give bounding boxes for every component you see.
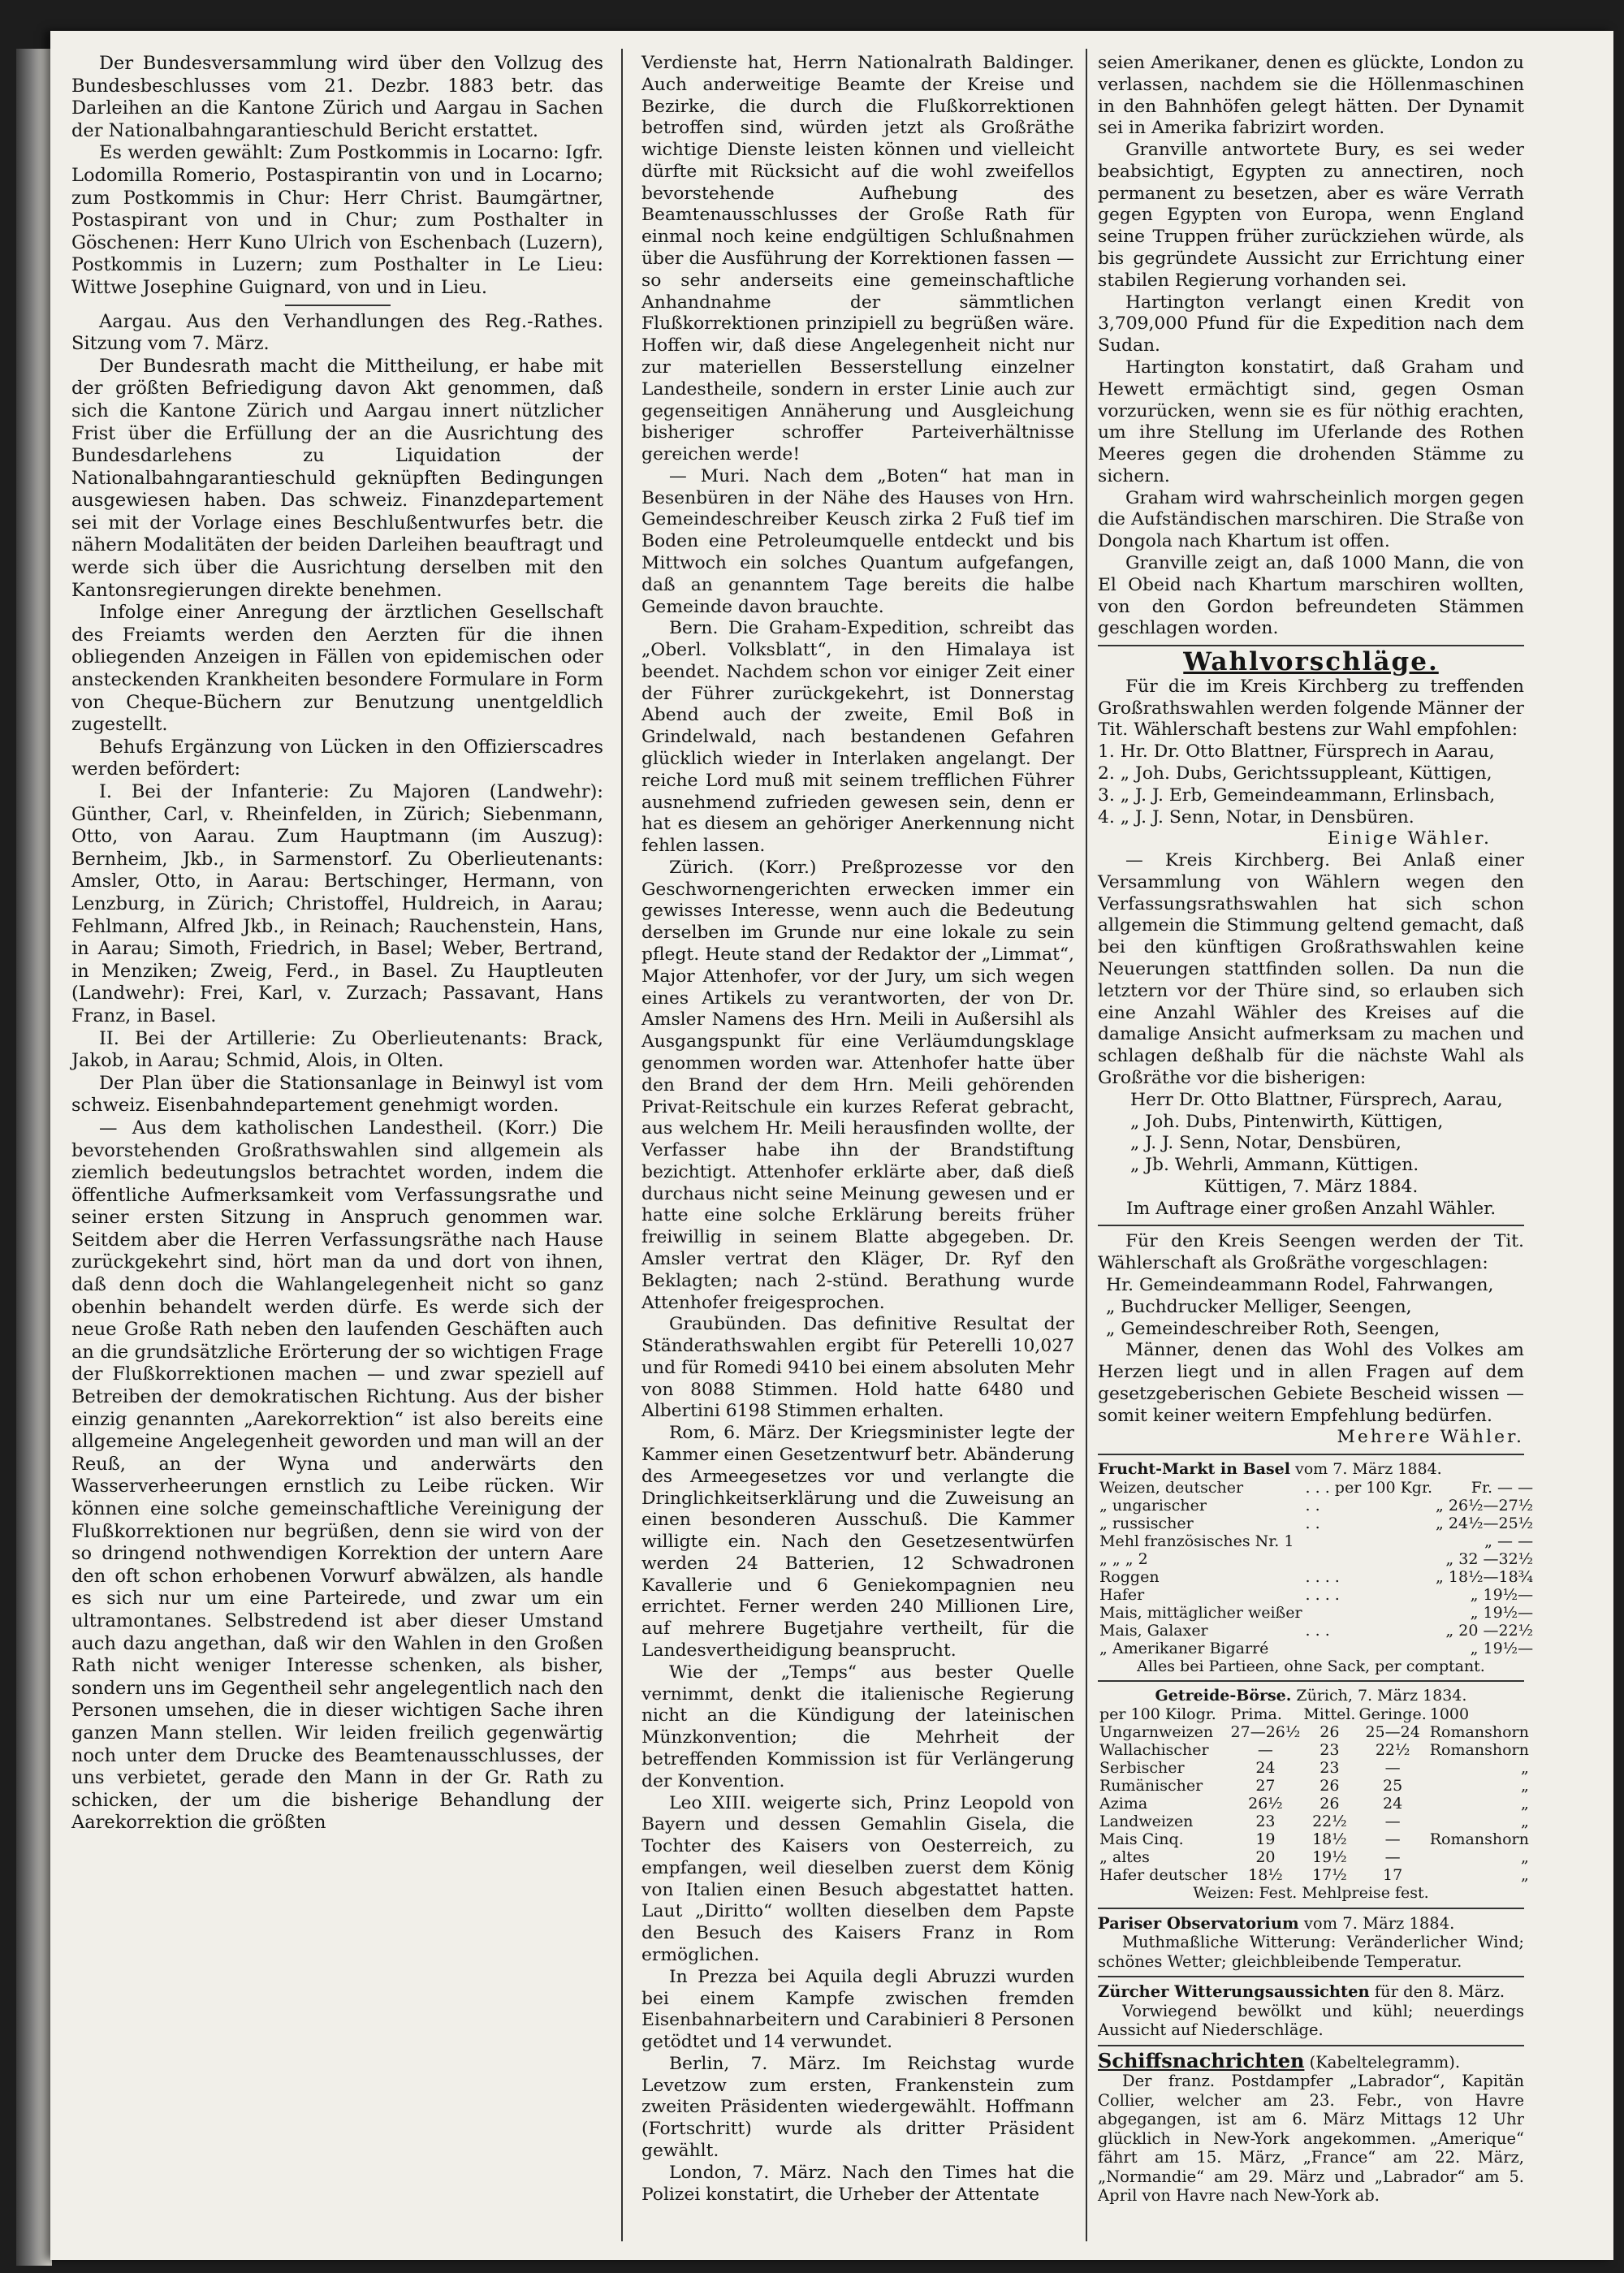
column-2 (641, 53, 1074, 2206)
table-cell: Weizen, deutscher (1099, 1478, 1244, 1497)
table-cell: 20 (1255, 1848, 1276, 1866)
zurich-exchange-date: Zürich, 7. März 1834. (1296, 1687, 1467, 1705)
table-cell: „ 19½— (1470, 1603, 1534, 1622)
table-cell: „ (1520, 1777, 1529, 1795)
table-row (1098, 1586, 1535, 1604)
zurich-exchange (1098, 1687, 1529, 1902)
article-muri: — Muri. Nach dem „Boten“ hat man in Besenbüren in der Nähe des Hauses von Hrn. Gemeindeschreiber Keusch zirka 2 Fuß tief im Boden eine Petroleumquelle entdeckt und bis Mittwoch ein solches Quantum aufgefangen, daß an genanntem Tage bereits die halbe Gemeinde davon brauchte. (641, 465, 1074, 617)
forecast-text: Vorwiegend bewölkt und kühl; neuerdings Aussicht auf Niederschläge. (1098, 2001, 1524, 2040)
table-row (1098, 1848, 1531, 1866)
observatory-title: Pariser Observatorium (1098, 1913, 1299, 1933)
table-row (1098, 1497, 1535, 1515)
table-cell: „ russischer (1099, 1514, 1194, 1532)
table-cell: „ (1520, 1813, 1529, 1830)
column-1 (71, 53, 603, 1834)
column-header: Prima. (1230, 1705, 1282, 1723)
table-row (1098, 1550, 1535, 1568)
table-row (1098, 1568, 1535, 1586)
column-header: 1000 (1429, 1705, 1470, 1723)
article-postwahlen: Es werden gewählt: Zum Postkommis in Locarno: Igfr. Lodomilla Romerio, Postaspirantin von und in Locarno; zum Postkommis in Chur: Herr Christ. Baumgärtner, Postaspirant von und in Chur; zum Posthalter in Göschenen: Herr Kuno Ulrich von Eschenbach (Luzern), Postkommis in Luzern; zum Posthalter in Le Lieu: Wittwe Josephine Guignard, von und in Lieu. (71, 142, 603, 298)
table-cell: 22½ (1312, 1813, 1347, 1830)
wahl-list-3 (1098, 1275, 1524, 1340)
table-cell: 19 (1255, 1830, 1276, 1848)
table-row (1098, 1640, 1535, 1657)
article-beinwyl: Der Plan über die Stationsanlage in Beinwyl ist vom schweiz. Eisenbahndepartement genehmigt worden. (71, 1072, 603, 1117)
article-graham: Graham wird wahrscheinlich morgen gegen die Aufständischen marschiren. Die Straße von Dongola nach Khartum ist offen. (1098, 487, 1524, 552)
article-bundesrath: Der Bundesrath macht die Mittheilung, er habe mit der größten Befriedigung davon Akt genommen, daß sich die Kantone Zürich und Aargau innert nützlicher Frist über die Erfüllung der an die Ausrichtung des Bundesdarlehens zu Liquidation der Nationalbahngarantieschuld geknüpften Bedingungen ausgewiesen haben. Das schweiz. Finanzdepartement sei mit der Vorlage eines Beschlußentwurfes betr. die nähern Modalitäten der beiden Darleihen beauftragt und werde sich über die Ausrichtung derselben mit den Kantonsregierungen direkte benehmen. (71, 355, 603, 601)
table-cell: — (1384, 1848, 1401, 1866)
column-rule-2 (1086, 49, 1087, 2241)
weather-forecast (1098, 1982, 1524, 2040)
table-header-row (1098, 1705, 1531, 1723)
table-cell: . . . . (1305, 1567, 1340, 1586)
wahl-kirchberg-intro: Für die im Kreis Kirchberg zu treffenden Großrathswahlen werden folgende Männer der Tit. Wählerschaft bestens zur Wahl empfohlen: (1098, 676, 1524, 741)
table-cell: „ (1520, 1795, 1529, 1813)
table-cell: „ 26½—27½ (1436, 1496, 1534, 1515)
table-cell: 24 (1255, 1759, 1276, 1777)
observatory-report (1098, 1914, 1524, 1972)
divider (1098, 1976, 1524, 1977)
table-cell: . . . (1305, 1621, 1330, 1640)
table-cell: — (1384, 1813, 1401, 1830)
table-row (1098, 1622, 1535, 1640)
page-edge (16, 49, 52, 2266)
table-cell: Serbischer (1099, 1759, 1185, 1777)
observatory-date: vom 7. März 1884. (1303, 1913, 1455, 1933)
article-granville: Granville antwortete Bury, es sei weder beabsichtigt, Egypten zu annectiren, noch permanent zu besetzen, aber es wäre Verrath gegen Egypten von Europa, wenn England seine Truppen früher zurückziehen würde, als bis gegründete Aussicht zur Errichtung einer stabilen Regierung vorhanden sei. (1098, 140, 1524, 291)
table-row (1098, 1813, 1531, 1830)
table-row (1098, 1741, 1531, 1759)
observatory-text: Muthmaßliche Witterung: Veränderlicher Wind; schönes Wetter; gleichbleibende Temperatur. (1098, 1933, 1524, 1971)
basel-market (1098, 1460, 1534, 1675)
article-london: London, 7. März. Nach den Times hat die Polizei konstatirt, die Urheber der Attentate (641, 2162, 1074, 2205)
article-hartington-graham: Hartington konstatirt, daß Graham und Hewett ermächtigt sind, gegen Osman vorzurücken, wenn sie es für nöthig erachten, um ihre Stellung im Uferlande des Rothen Meeres gegen die drohenden Stämme zu sichern. (1098, 357, 1524, 486)
table-cell: 18½ (1248, 1866, 1283, 1884)
article-graubuenden: Graubünden. Das definitive Resultat der Ständerathswahlen ergibt für Peterelli 10,027 und für Romedi 9410 bei einem absoluten Mehr von 8088 Stimmen. Hold hatte 6480 und Albertini 6198 Stimmen erhalten. (641, 1314, 1074, 1422)
list-item: 2. „ Joh. Dubs, Gerichtssuppleant, Küttigen, (1098, 763, 1492, 784)
column-header: per 100 Kilogr. (1099, 1705, 1216, 1723)
table-cell: Wallachischer (1099, 1741, 1209, 1759)
table-cell: . . (1305, 1514, 1320, 1532)
divider (1098, 1680, 1524, 1682)
column-rule-1 (621, 49, 623, 2241)
table-cell: 24 (1383, 1795, 1403, 1813)
table-cell (1304, 1604, 1434, 1622)
table-row (1098, 1866, 1531, 1884)
article-berlin: Berlin, 7. März. Im Reichstag wurde Levetzow zum ersten, Frankenstein zum zweiten Präsidenten wiedergewählt. Hoffmann (Fortschritt) wurde als dritter Präsident gewählt. (641, 2053, 1074, 2161)
article-landestheil: — Aus dem katholischen Landestheil. (Korr.) Die bevorstehenden Großrathswahlen sind allgemein als ziemlich bedeutungslos betrachtet worden, indem die öffentliche Aufmerksamkeit vom Verfassungsrathe und seiner ersten Sitzung in Anspruch genommen war. Seitdem aber die Herren Verfassungsräthe nach Hause zurückgekehrt sind, hört man da und dort von ihnen, daß denn doch die Wahlangelegenheit nicht so ganz obenhin behandelt werden dürfe. Es werde sich der neue Große Rath neben den laufenden Geschäften auch an die grundsätzliche Erörterung der so wichtigen Frage der Flußkorrektionen machen — und zwar speziell auf Betreiben der demokratischen Richtung. Aus der bisher einzig genannten „Aarekorrektion“ ist also bereits eine allgemeine Angelegenheit geworden und man will an der Reuß, an der Wyna und anderwärts den Wasserverheerungen ernstlich zu Leibe rücken. Wir können eine solche gemeinschaftliche Vereinigung der Flußkorrektionen nur begrüßen, denn sie wird von der so dringend nothwendigen Korrektion der untern Aare den oft schon erhobenen Vorwurf abwälzen, als handle es sich nur um eine Parteirede, und zwar um ein ultramontanes. Selbstredend ist aber dieser Umstand auch dazu angethan, daß wir den Wahlen in den Großen Rath nicht weniger Interesse schenken, als bisher, sondern uns im Gegentheil sehr angelegentlich nach den Personen umsehen, die in dieser wichtigen Sache ihren ganzen Mann stellen. Wir leiden freilich gegenwärtig noch unter dem Drucke des Beamtenausschlusses, der uns verbietet, gerade den Mann in der Gr. Rath zu schicken, der um die bisherige Behandlung der Aarekorrektion die größten (71, 1117, 603, 1834)
zurich-exchange-note: Weizen: Fest. Mehlpreise fest. (1193, 1884, 1429, 1902)
table-cell: . . (1305, 1496, 1320, 1515)
table-cell: „ 18½—18¾ (1436, 1567, 1534, 1586)
table-cell: . . . . (1305, 1585, 1340, 1604)
article-rom: Rom, 6. März. Der Kriegsminister legte der Kammer einen Gesetzentwurf betr. Abänderung des Armeegesetzes vor und verlangte die Dringlichkeitserklärung und die Zuweisung an einen besonderen Ausschuß. Die Kammer willigte ein. Nach den Gesetzesentwürfen werden 24 Batterien, 12 Schwadronen Kavallerie und 6 Geniekompagnien neu errichtet. Ferner werden 240 Millionen Lire, auf mehrere Bugetjahre vertheilt, für die Landesvertheidigung beansprucht. (641, 1423, 1074, 1662)
table-cell: 23 (1320, 1759, 1340, 1777)
table-cell (1304, 1532, 1434, 1550)
table-cell: „ Amerikaner Bigarré (1099, 1639, 1269, 1657)
article-bern: Bern. Die Graham-Expedition, schreibt das „Oberl. Volksblatt“, in den Himalaya ist beendet. Nachdem schon vor einiger Zeit einer der Führer zurückgekehrt, ist Donnerstag Abend auch der zweite, Emil Boß in Grindelwald, nach bestandenen Gefahren glücklich wieder in Interlaken angelangt. Der reiche Lord muß mit seinem trefflichen Führer ausnehmend zufrieden gewesen sein, denn er hat es diesem an gehöriger Anerkennung nicht fehlen lassen. (641, 618, 1074, 857)
column-header: Geringe. (1358, 1705, 1427, 1723)
table-cell: „ — — (1484, 1532, 1534, 1550)
table-cell: — (1257, 1741, 1273, 1759)
article-hartington-kredit: Hartington verlangt einen Kredit von 3,709,000 Pfund für die Expedition nach dem Sudan. (1098, 292, 1524, 357)
table-cell: 27—26½ (1230, 1723, 1301, 1741)
article-freiamt: Infolge einer Anregung der ärztlichen Gesellschaft des Freiamts werden den Aerzten für die ihnen obliegenden Anzeigen in Fällen von epidemischen oder ansteckenden Krankheiten besondere Formulare in Form von Cheque-Büchern zur Benutzung unentgeldlich zugestellt. (71, 602, 603, 736)
wahl-list-1 (1098, 741, 1524, 828)
wahl-date: Küttigen, 7. März 1884. (1203, 1176, 1419, 1197)
article-aargau-heading: Aargau. Aus den Verhandlungen des Reg.-Rathes. Sitzung vom 7. März. (71, 310, 603, 355)
table-row (1098, 1532, 1535, 1550)
table-cell: 26½ (1248, 1795, 1283, 1813)
list-item: Herr Dr. Otto Blattner, Fürsprech, Aarau, (1130, 1089, 1503, 1110)
table-cell: Romanshorn (1429, 1741, 1529, 1759)
table-row (1098, 1604, 1535, 1622)
table-cell: — (1384, 1759, 1401, 1777)
divider (1098, 1454, 1524, 1455)
wahl-list-2 (1098, 1090, 1524, 1177)
table-cell: „ (1520, 1759, 1529, 1777)
article-temps: Wie der „Temps“ aus bester Quelle vernimmt, denkt die italienische Regierung nicht an die Kündigung der lateinischen Münzkonvention; die Mehrheit der betreffenden Kommission ist für Verlängerung der Konvention. (641, 1662, 1074, 1791)
ship-news (1098, 2048, 1524, 2206)
table-cell: „ 20 —22½ (1445, 1621, 1534, 1640)
table-cell (1304, 1640, 1434, 1657)
wahl-seengen-text: Männer, denen das Wohl des Volkes am Herzen liegt und in allen Fragen auf dem gesetzgeberischen Gebiete Bescheid wissen — somit keiner weitern Empfehlung bedürfen. (1098, 1340, 1524, 1426)
table-cell: 19½ (1312, 1848, 1347, 1866)
list-item: 4. „ J. J. Senn, Notar, in Densbüren. (1098, 806, 1415, 828)
table-cell: 26 (1320, 1795, 1340, 1813)
signature: Im Auftrage einer großen Anzahl Wähler. (1125, 1198, 1497, 1219)
table-cell: „ 19½— (1470, 1585, 1534, 1604)
wahl-kirchberg-2: — Kreis Kirchberg. Bei Anlaß einer Versammlung von Wählern wegen den Verfassungsrathswahlen hat sich schon allgemein die Stimmung geltend gemacht, daß bei den künftigen Großrathswahlen keine Neuerungen stattfinden sollen. Da nun die letztern vor der Thüre sind, so erlauben sich eine Anzahl Wähler des Kreises auf die damalige Ansicht aufmerksam zu machen und schlagen deßhalb für die nächste Wahl als Großräthe vor die bisherigen: (1098, 850, 1524, 1088)
column-3 (1098, 53, 1534, 2206)
table-cell: Azima (1099, 1795, 1148, 1813)
table-cell: Romanshorn (1429, 1723, 1529, 1741)
forecast-title: Zürcher Witterungsaussichten (1098, 1982, 1370, 2002)
table-cell: 25—24 (1365, 1723, 1420, 1741)
table-cell: Mais, mittäglicher weißer (1099, 1603, 1302, 1622)
basel-market-title: Frucht-Markt in Basel (1098, 1460, 1290, 1479)
forecast-date: für den 8. März. (1374, 1982, 1505, 2002)
article-offiziere: Behufs Ergänzung von Lücken in den Offizierscadres werden befördert: (71, 736, 603, 780)
divider (1098, 1908, 1524, 1909)
list-item: „ J. J. Senn, Notar, Densbüren, (1130, 1133, 1402, 1154)
table-cell: Mehl französisches Nr. 1 (1099, 1532, 1294, 1550)
article-prezza: In Prezza bei Aquila degli Abruzzi wurden bei einem Kampfe zwischen fremden Eisenbahnarbeitern und Carabinieri 8 Personen getödtet und 14 verwundet. (641, 1966, 1074, 2053)
list-item: Hr. Gemeindeammann Rodel, Fahrwangen, (1106, 1274, 1494, 1295)
table-cell: 18½ (1312, 1830, 1347, 1848)
table-cell: Mais, Galaxer (1099, 1621, 1208, 1640)
article-artillerie: II. Bei der Artillerie: Zu Oberlieutenants: Brack, Jakob, in Aarau; Schmid, Alois, in Olten. (71, 1027, 603, 1072)
wahl-seengen-intro: Für den Kreis Seengen werden der Tit. Wählerschaft als Großräthe vorgeschlagen: (1098, 1231, 1524, 1274)
table-cell: „ 24½—25½ (1436, 1514, 1534, 1532)
ships-text: Der franz. Postdampfer „Labrador“, Kapitän Collier, welcher am 23. Febr., von Havre abgegangen, ist am 6. März Mittags 12 Uhr glücklich in New-York angekommen. „Amerique“ fährt am 15. März, „France“ am 22. März, „Normandie“ am 29. März und „Labrador“ am 5. April von Havre nach New-York ab. (1098, 2072, 1524, 2206)
table-row (1098, 1759, 1531, 1777)
list-item: „ Jb. Wehrli, Ammann, Küttigen. (1130, 1155, 1419, 1176)
table-cell: „ ungarischer (1099, 1496, 1207, 1515)
table-cell: 23 (1255, 1813, 1276, 1830)
table-cell: „ „ „ 2 (1099, 1549, 1148, 1568)
table-cell: 26 (1320, 1777, 1340, 1795)
ships-title: Schiffsnachrichten (1098, 2048, 1305, 2072)
basel-market-note: Alles bei Partieen, ohne Sack, per comptant. (1137, 1657, 1485, 1675)
table-cell: „ 32 —32½ (1445, 1549, 1534, 1568)
table-cell: Fr. — — (1471, 1478, 1534, 1497)
table-row (1098, 1515, 1535, 1532)
table-row (1098, 1723, 1531, 1741)
article-london-cont: seien Amerikaner, denen es glückte, London zu verlassen, nachdem sie die Höllenmaschinen in den Bahnhöfen gelegt hätten. Der Dynamit sei in Amerika fabrizirt worden. (1098, 53, 1524, 139)
table-cell: 27 (1255, 1777, 1276, 1795)
table-cell: 17 (1383, 1866, 1403, 1884)
table-cell: 23 (1320, 1741, 1340, 1759)
table-row (1098, 1795, 1531, 1813)
table-cell: 22½ (1375, 1741, 1410, 1759)
table-cell: „ 19½— (1470, 1639, 1534, 1657)
article-flusskorrektion: Verdienste hat, Herrn Nationalrath Baldinger. Auch anderweitige Beamte der Kreise und Bezirke, die durch die Flußkorrektionen betroffen sind, würden jetzt als Großräthe wichtige Dienste leisten können und vielleicht dürfte mit Rücksicht auf die wohl zweifellos bevorstehende Aufhebung des Beamtenausschlusses der Große Rath für einmal noch keine endgültigen Schlußnahmen über die Ausführung der Korrektionen fassen — so sehr anderseits eine gemeinschaftliche Anhandnahme der sämmtlichen Flußkorrektionen prinzipiell zu begrüßen wäre. Hoffen wir, daß diese Angelegenheit nicht nur zur materiellen Besserstellung einzelner Landestheile, sondern in erster Linie auch zur gegenseitigen Annäherung und Ausgleichung bisheriger schroffer Parteiverhältnisse gereichen werde! (641, 53, 1074, 465)
divider (1098, 1225, 1524, 1226)
article-infanterie: I. Bei der Infanterie: Zu Majoren (Landwehr): Günther, Carl, v. Rheinfelden, in Zürich; Siebenmann, Otto, von Aarau. Zum Hauptmann (im Auszug): Bernheim, Jkb., in Sarmenstorf. Zu Oberlieutenants: Amsler, Otto, in Aarau: Bertschinger, Hermann, von Lenzburg, in Zürich; Christoffel, Huldreich, in Aarau; Fehlmann, Alfred Jkb., in Reinach; Rauchenstein, Hans, in Aarau; Simoth, Friedrich, in Basel; Weber, Bertrand, in Menziken; Zweig, Ferd., in Basel. Zu Hauptleuten (Landwehr): Frei, Karl, v. Zurzach; Passavant, Hans Franz, in Basel. (71, 781, 603, 1026)
ships-subtitle: (Kabeltelegramm). (1309, 2052, 1461, 2072)
article-el-obeid: Granville zeigt an, daß 1000 Mann, die von El Obeid nach Khartum marschiren wollten, von den Gordon befreundeten Stämmen geschlagen worden. (1098, 552, 1524, 639)
table-cell (1304, 1550, 1434, 1568)
signature: Mehrere Wähler. (1337, 1427, 1524, 1448)
column-header: Mittel. (1303, 1705, 1356, 1723)
zurich-exchange-title: Getreide-Börse. (1155, 1687, 1292, 1705)
zurich-exchange-table (1098, 1705, 1531, 1884)
article-zuerich: Zürich. (Korr.) Preßprozesse vor den Geschwornengerichten erwecken immer ein gewisses Interesse, wenn auch die Bedeutung derselben im Grunde nur eine lokale zu sein pflegt. Heute stand der Redaktor der „Limmat“, Major Attenhofer, vor der Jury, um sich wegen eines Artikels zu verantworten, der von Dr. Amsler Namens des Hrn. Meili in Außersihl als Ausgangspunkt für eine Verläumdungsklage genommen worden war. Attenhofer hatte über den Brand der dem Hrn. Meili gehörenden Privat-Reitschule ein kurzes Referat gebracht, aus welchem Hr. Meili herausfinden wollte, der Verfasser habe ihn der Brandstiftung bezichtigt. Attenhofer erklärte aber, daß dieß durchaus nicht seine Meinung gewesen und er hatte eine solche Erklärung bereits früher freiwillig in seinem Blatte abgegeben. Dr. Amsler vertrat den Kläger, Dr. Ryf den Beklagten; nach 2-stünd. Berathung wurde Attenhofer freigesprochen. (641, 857, 1074, 1313)
article-leo: Leo XIII. weigerte sich, Prinz Leopold von Bayern und dessen Gemahlin Gisela, die Tochter des Kaisers von Oesterreich, zu empfangen, weil dieselben zuerst dem König von Italien einen Besuch abgestattet hatten. Laut „Diritto“ wollten dieselben dem Papste den Besuch des Kaisers Franz in Rom ermöglichen. (641, 1792, 1074, 1965)
basel-market-date: vom 7. März 1884. (1295, 1460, 1442, 1479)
table-cell: Roggen (1099, 1567, 1160, 1586)
divider (1098, 2045, 1524, 2046)
table-cell: Mais Cinq. (1099, 1830, 1184, 1848)
basel-market-table (1098, 1479, 1535, 1657)
table-cell: . . . per 100 Kgr. (1305, 1478, 1433, 1497)
table-cell: 17½ (1312, 1866, 1347, 1884)
table-cell: „ (1520, 1866, 1529, 1884)
table-cell: Hafer deutscher (1099, 1866, 1228, 1884)
list-item: 3. „ J. J. Erb, Gemeindeammann, Erlinsbach, (1098, 784, 1496, 806)
list-item: „ Gemeindeschreiber Roth, Seengen, (1106, 1318, 1440, 1339)
table-cell: — (1384, 1830, 1401, 1848)
table-cell: Ungarnweizen (1099, 1723, 1214, 1741)
table-cell: „ (1520, 1848, 1529, 1866)
divider (1098, 645, 1524, 646)
table-row (1098, 1830, 1531, 1848)
table-cell: Romanshorn (1429, 1830, 1529, 1848)
table-cell: „ altes (1099, 1848, 1150, 1866)
article-bundesversammlung: Der Bundesversammlung wird über den Vollzug des Bundesbeschlusses vom 21. Dezbr. 1883 betr. das Darleihen an die Kantone Zürich und Aargau in Sachen der Nationalbahngarantieschuld Bericht erstattet. (71, 53, 603, 141)
table-cell: Hafer (1099, 1585, 1145, 1604)
table-cell: Landweizen (1099, 1813, 1194, 1830)
table-cell: Rumänischer (1099, 1777, 1203, 1795)
list-item: „ Joh. Dubs, Pintenwirth, Küttigen, (1130, 1111, 1444, 1132)
table-cell: 25 (1383, 1777, 1403, 1795)
table-cell: 26 (1320, 1723, 1340, 1741)
section-heading-wahlvorschlaege: Wahlvorschläge. (1183, 647, 1439, 677)
divider (285, 305, 391, 306)
table-row (1098, 1479, 1535, 1497)
signature: Einige Wähler. (1327, 828, 1492, 849)
table-row (1098, 1777, 1531, 1795)
list-item: „ Buchdrucker Melliger, Seengen, (1106, 1296, 1412, 1317)
list-item: 1. Hr. Dr. Otto Blattner, Fürsprech in Aarau, (1098, 741, 1495, 763)
